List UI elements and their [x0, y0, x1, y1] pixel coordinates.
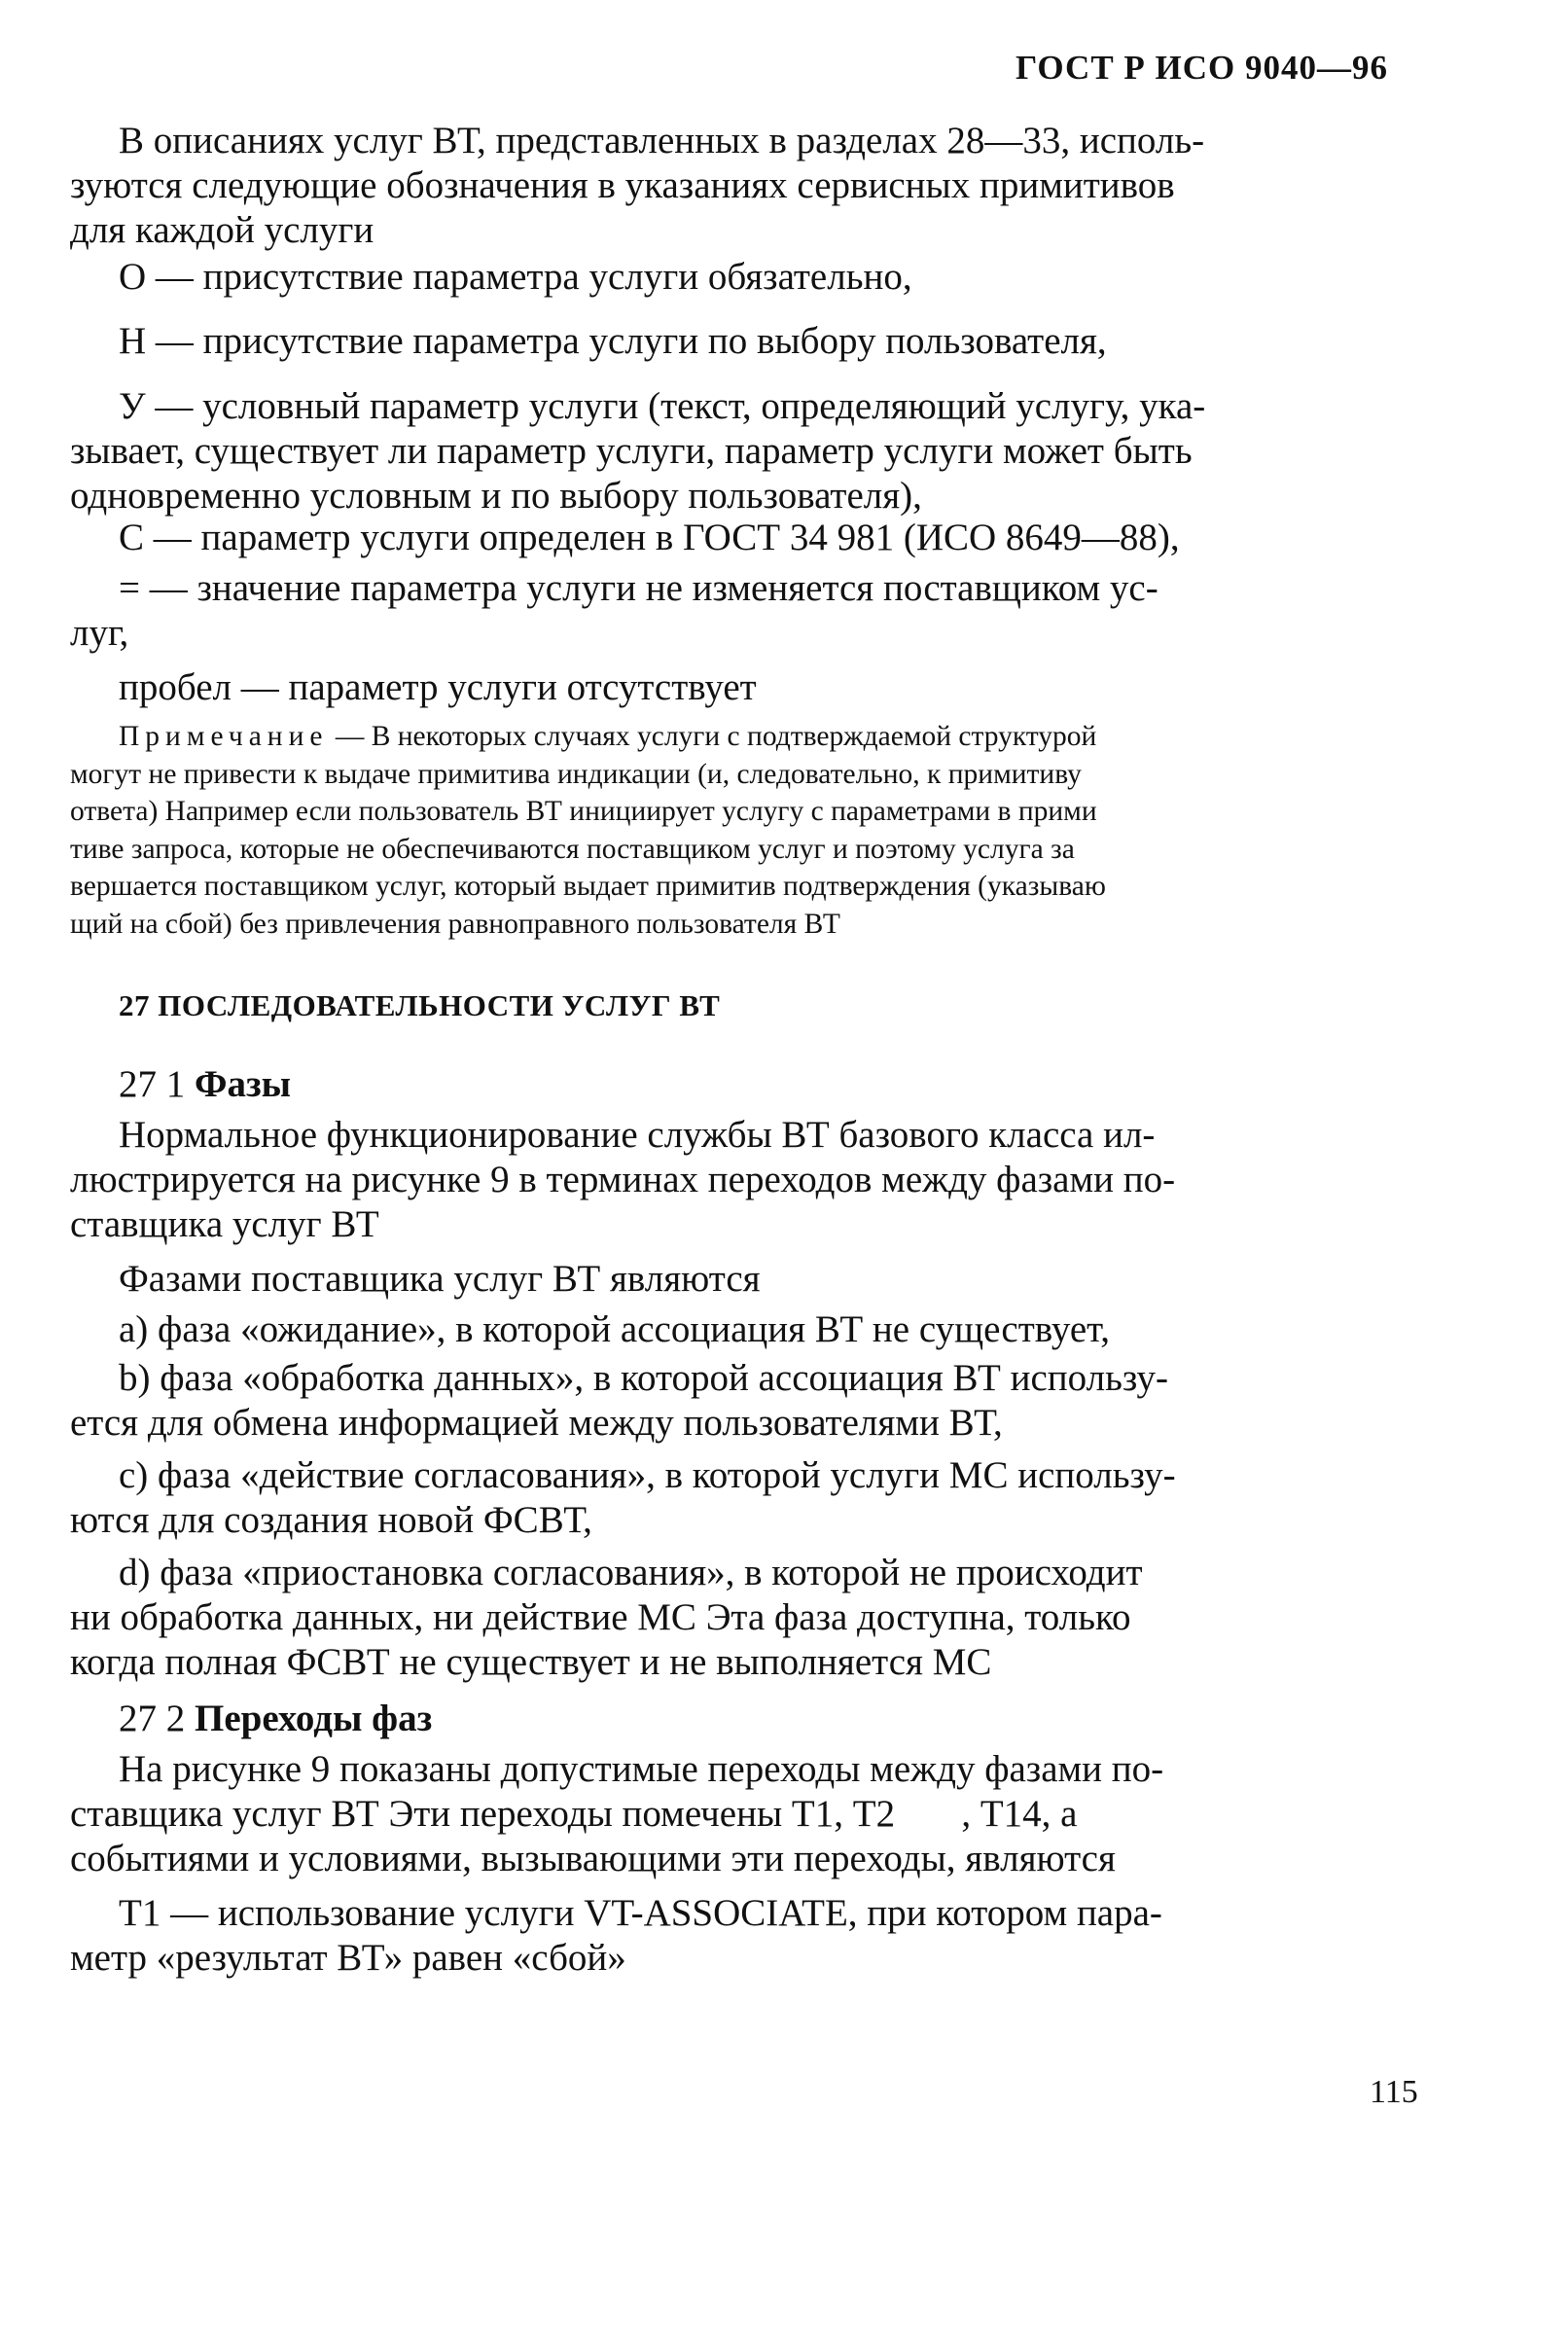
text-line: На рисунке 9 показаны допустимые переходы между фазами по-	[119, 1748, 1164, 1790]
definition-user-option	[70, 319, 1410, 364]
text-line: а) фаза «ожидание», в которой ассоциация ВТ не существует,	[119, 1308, 1111, 1350]
text-line: ставщика услуг ВТ	[70, 1203, 379, 1245]
phases-intro	[70, 1257, 1410, 1302]
subsection-heading-line	[70, 1062, 1410, 1107]
subsection-title: Фазы	[195, 1063, 292, 1105]
phases-paragraph	[70, 1113, 1410, 1247]
text-line: зывает, существует ли параметр услуги, параметр услуги может быть	[70, 430, 1193, 472]
text-line: = — значение параметра услуги не изменяется поставщиком ус-	[119, 567, 1158, 609]
phase-item-b	[70, 1356, 1410, 1446]
text-line: щий на сбой) без привлечения равноправного пользователя ВТ	[70, 908, 840, 940]
text-line: одновременно условным и по выбору пользователя),	[70, 475, 922, 517]
section-heading-text: 27 ПОСЛЕДОВАТЕЛЬНОСТИ УСЛУГ ВТ	[119, 988, 721, 1022]
note-label: Примечание	[119, 721, 329, 752]
subsection-transitions-heading	[70, 1697, 1410, 1741]
text-line: ется для обмена информацией между пользователями ВТ,	[70, 1402, 1003, 1444]
definition-mandatory	[70, 255, 1410, 300]
text-line: Фазами поставщика услуг ВТ являются	[119, 1258, 761, 1300]
text-line: Нормальное функционирование службы ВТ базового класса ил-	[119, 1114, 1156, 1156]
text-line: для каждой услуги	[70, 209, 374, 251]
text-line: луг,	[70, 612, 129, 654]
text-line: вершается поставщиком услуг, который выдает примитив подтверждения (указываю	[70, 871, 1106, 902]
text-line: тиве запроса, которые не обеспечиваются поставщиком услуг и поэтому услуга за	[70, 833, 1075, 865]
text-line: С — параметр услуги определен в ГОСТ 34 981 (ИСО 8649—88),	[119, 517, 1180, 558]
intro-paragraph	[70, 119, 1410, 253]
standard-code-header: ГОСТ Р ИСО 9040—96	[1016, 49, 1389, 87]
text-line: b) фаза «обработка данных», в которой ассоциация ВТ использу-	[119, 1357, 1168, 1399]
text-line: О — присутствие параметра услуги обязательно,	[119, 256, 912, 298]
definition-unchanged	[70, 566, 1410, 656]
page-number: 115	[1370, 2074, 1418, 2110]
subsection-phases-heading	[70, 1062, 1410, 1107]
text-line: ются для создания новой ФСВТ,	[70, 1499, 592, 1541]
text-line: В описаниях услуг ВТ, представленных в разделах 28—33, исполь-	[119, 120, 1205, 161]
definition-defined-in-gost	[70, 516, 1410, 560]
transitions-paragraph	[70, 1747, 1410, 1881]
subsection-number: 27 1	[119, 1063, 186, 1105]
text-line: У — условный параметр услуги (текст, определяющий услугу, ука-	[119, 385, 1206, 427]
text-line: Н — присутствие параметра услуги по выбору пользователя,	[119, 320, 1107, 362]
text-line: d) фаза «приостановка согласования», в которой не происходит	[119, 1552, 1143, 1593]
note-first-line-text: — В некоторых случаях услуги с подтверждаемой структурой	[328, 721, 1097, 752]
section-heading	[70, 988, 1410, 1023]
text-line: событиями и условиями, вызывающими эти переходы, являются	[70, 1838, 1116, 1879]
text-line: ответа) Например если пользователь ВТ инициирует услугу с параметрами в прими	[70, 796, 1097, 827]
text-line: метр «результат ВТ» равен «сбой»	[70, 1937, 626, 1979]
subsection-number: 27 2	[119, 1698, 186, 1739]
text-line: зуются следующие обозначения в указаниях сервисных примитивов	[70, 164, 1175, 206]
phase-item-d	[70, 1551, 1410, 1685]
transition-t1	[70, 1891, 1410, 1981]
note-first-line	[70, 718, 1410, 756]
text-line: с) фаза «действие согласования», в которой услуги МС использу-	[119, 1454, 1176, 1496]
definition-conditional	[70, 384, 1410, 519]
note-paragraph	[70, 718, 1410, 943]
text-line: ставщика услуг ВТ Эти переходы помечены Т1, Т2 , Т14, а	[70, 1793, 1078, 1835]
phase-item-a	[70, 1307, 1410, 1352]
definition-absent	[70, 665, 1410, 710]
text-line: могут не привести к выдаче примитива индикации (и, следовательно, к примитиву	[70, 758, 1082, 790]
phase-item-c	[70, 1453, 1410, 1543]
text-line: люстрируется на рисунке 9 в терминах переходов между фазами по-	[70, 1159, 1176, 1200]
text-line: ни обработка данных, ни действие МС Эта фаза доступна, только	[70, 1596, 1131, 1638]
subsection-heading-line	[70, 1697, 1410, 1741]
text-line: пробел — параметр услуги отсутствует	[119, 666, 757, 708]
text-line: когда полная ФСВТ не существует и не выполняется МС	[70, 1641, 992, 1683]
text-line: Т1 — использование услуги VT-ASSOCIATE, при котором пара-	[119, 1892, 1162, 1934]
subsection-title: Переходы фаз	[195, 1698, 433, 1739]
